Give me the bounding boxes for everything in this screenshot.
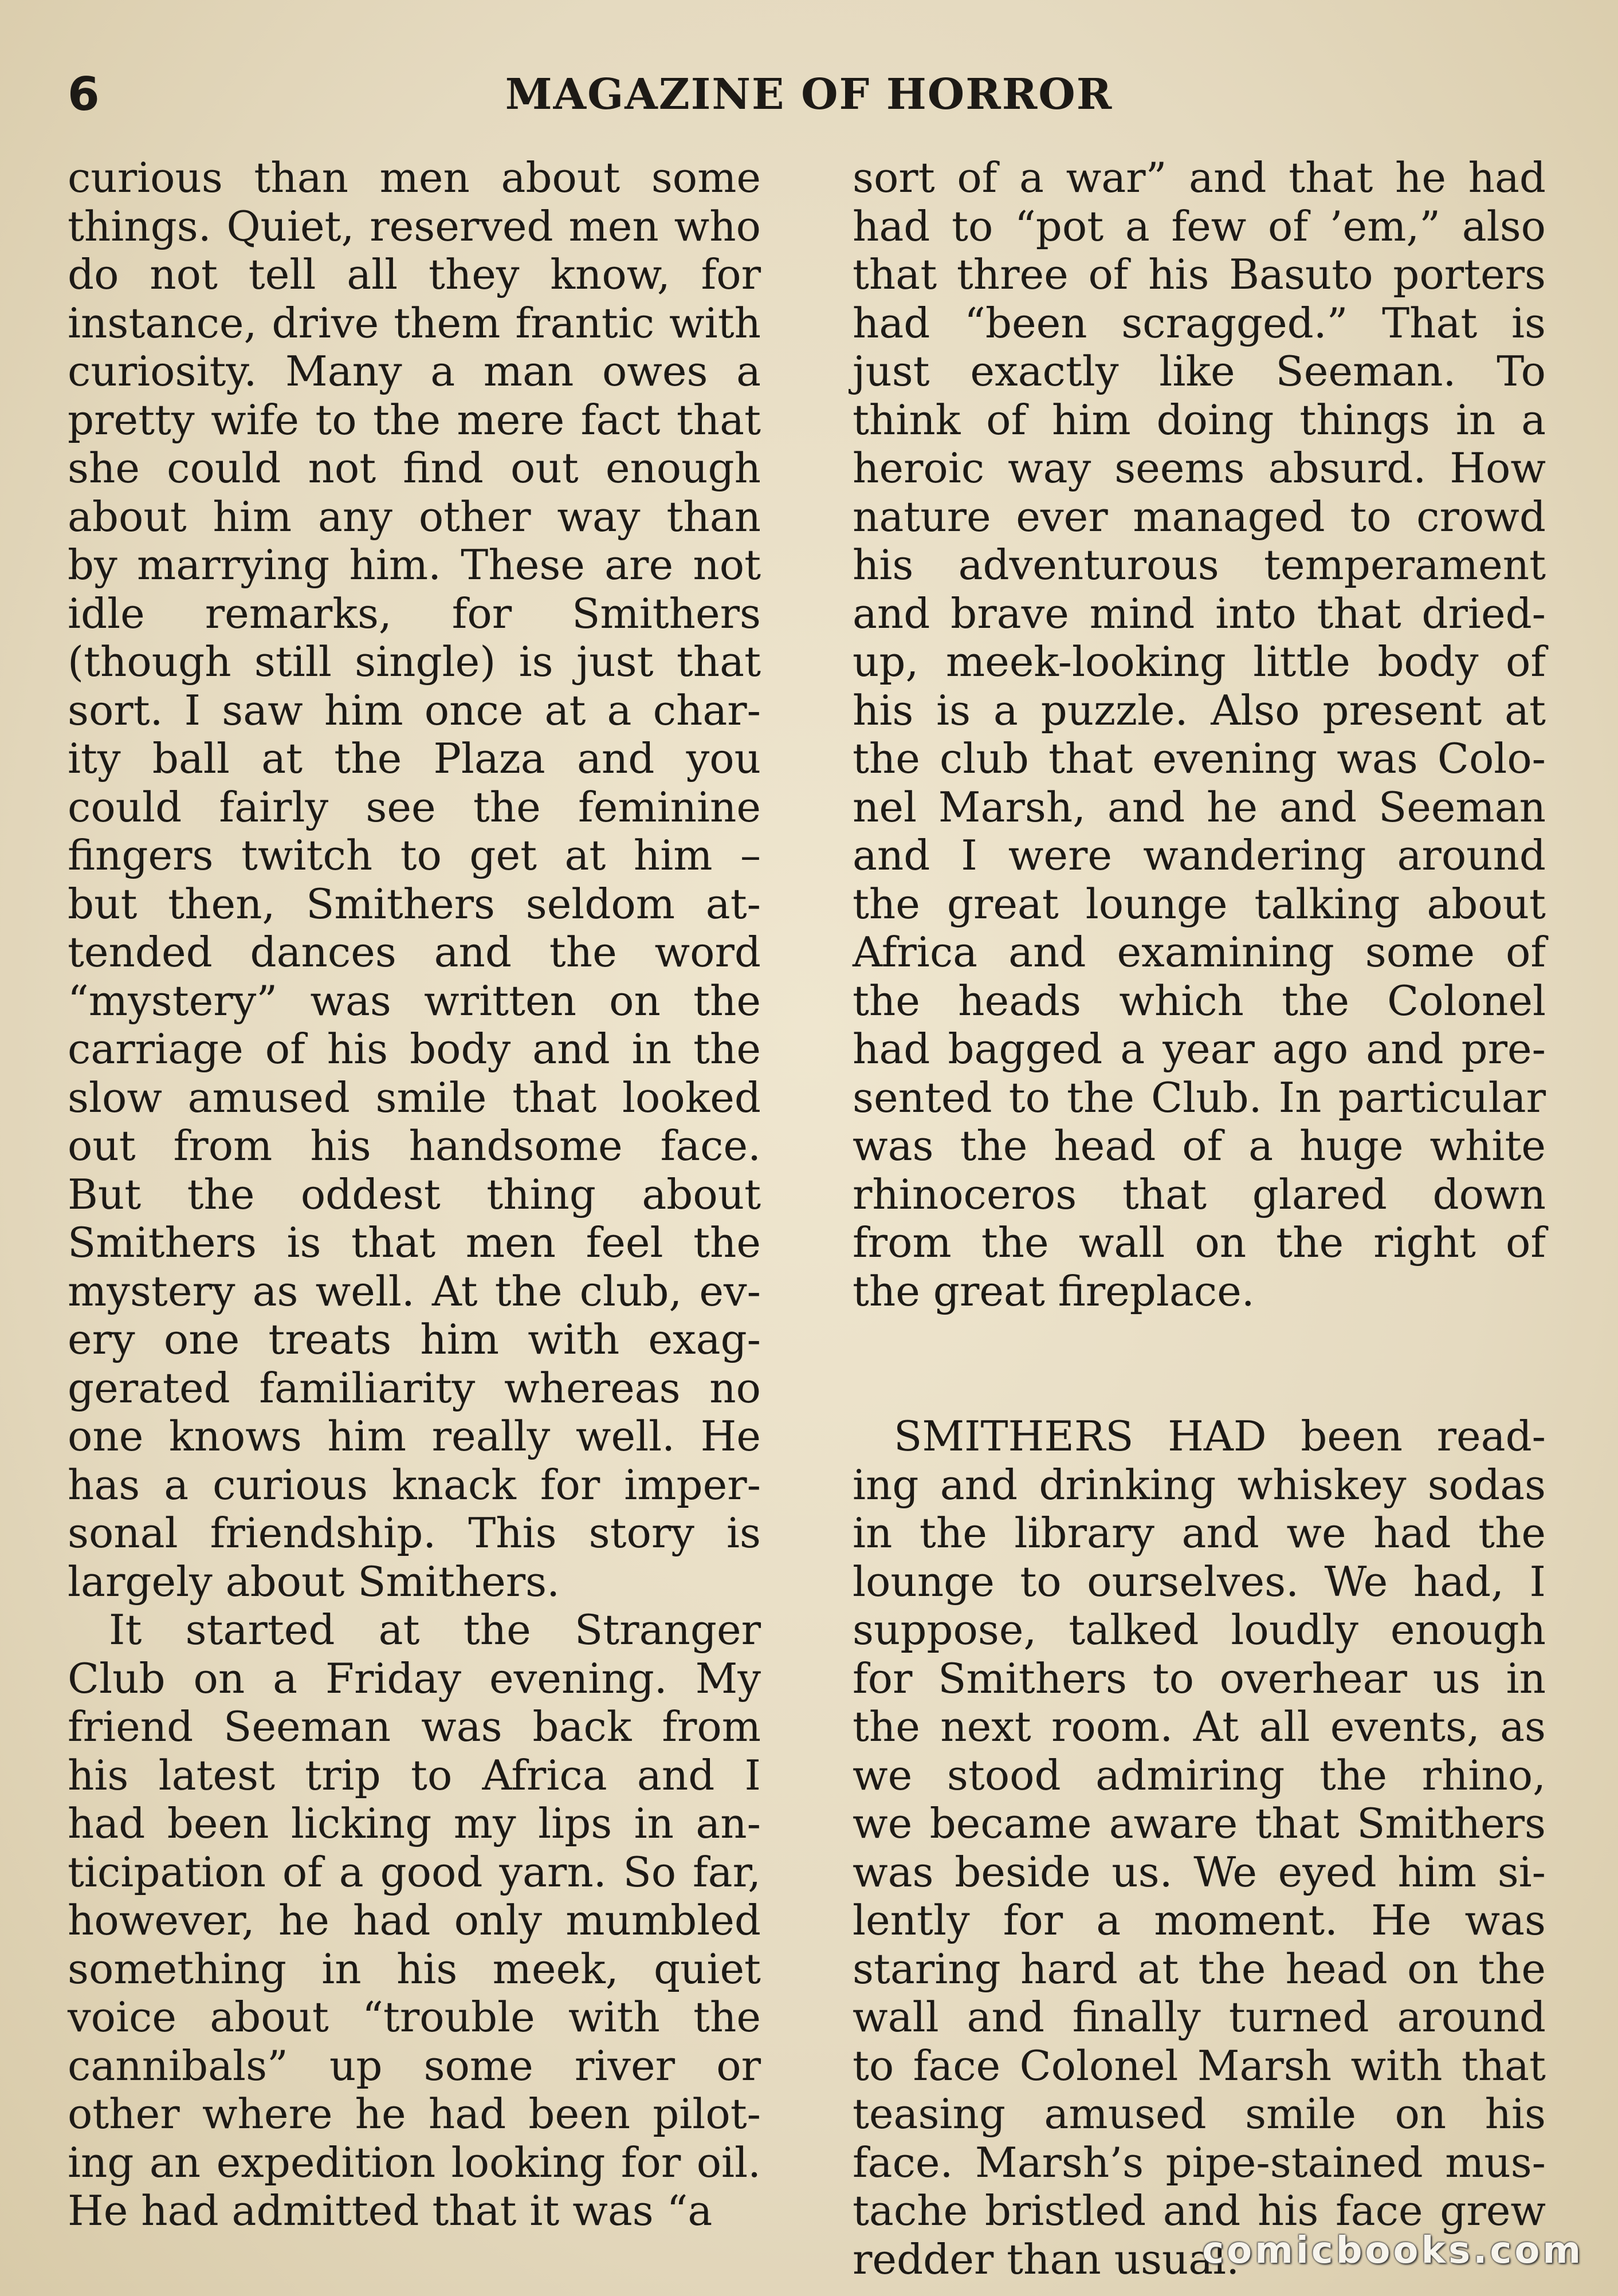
text-line: voice about “trouble with the	[68, 1993, 761, 2041]
text-line: the great fireplace.	[853, 1267, 1255, 1315]
text-line: lently for a moment. He was	[853, 1896, 1546, 1944]
text-line: was the head of a huge white	[853, 1122, 1546, 1170]
text-line: had bagged a year ago and pre-	[853, 1025, 1546, 1073]
text-line: sort. I saw him once at a char-	[68, 686, 761, 734]
text-line: ticipation of a good yarn. So far,	[68, 1847, 761, 1896]
text-line: think of him doing things in a	[853, 395, 1546, 444]
text-line: teasing amused smile on his	[853, 2090, 1546, 2138]
text-line: (though still single) is just that	[68, 638, 761, 686]
text-line: He had admitted that it was “a	[68, 2187, 713, 2235]
text-line: Smithers is that men feel the	[68, 1218, 761, 1267]
text-line: and brave mind into that dried-	[853, 589, 1546, 638]
text-line: pretty wife to the mere fact that	[68, 395, 761, 444]
text-line: rhinoceros that glared down	[853, 1170, 1546, 1218]
text-line: largely about Smithers.	[68, 1557, 560, 1606]
text-line: ity ball at the Plaza and you	[68, 734, 761, 783]
text-line: Club on a Friday evening. My	[68, 1654, 761, 1703]
text-line: something in his meek, quiet	[68, 1944, 761, 1993]
text-line: mystery as well. At the club, ev-	[68, 1267, 761, 1315]
text-line: sented to the Club. In particular	[853, 1073, 1546, 1122]
text-line: we became aware that Smithers	[853, 1799, 1546, 1847]
text-line: out from his handsome face.	[68, 1122, 761, 1170]
text-line: heroic way seems absurd. How	[853, 444, 1546, 492]
text-line: nel Marsh, and he and Seeman	[853, 783, 1546, 831]
text-line: things. Quiet, reserved men who	[68, 202, 761, 250]
right-column	[853, 154, 1546, 2283]
text-line: wall and finally turned around	[853, 1993, 1546, 2041]
text-line: idle remarks, for Smithers	[68, 589, 761, 638]
right-paragraph-2	[853, 1412, 1546, 2283]
text-line: but then, Smithers seldom at-	[68, 879, 761, 928]
text-line: the great lounge talking about	[853, 879, 1546, 928]
text-line: curiosity. Many a man owes a	[68, 347, 761, 395]
text-line: for Smithers to overhear us in	[853, 1654, 1546, 1703]
text-line: ery one treats him with exag-	[68, 1315, 761, 1363]
text-line: suppose, talked loudly enough	[853, 1606, 1546, 1654]
text-line: cannibals” up some river or	[68, 2041, 761, 2090]
text-line: tache bristled and his face grew	[853, 2187, 1546, 2235]
text-line: was beside us. We eyed him si-	[853, 1847, 1546, 1896]
text-line: fingers twitch to get at him –	[68, 831, 761, 879]
text-line: face. Marsh’s pipe-stained mus-	[853, 2138, 1546, 2187]
text-line: we stood admiring the rhino,	[853, 1751, 1546, 1799]
text-line: the heads which the Colonel	[853, 976, 1546, 1025]
text-line: had “been scragged.” That is	[853, 298, 1546, 347]
text-line: had to “pot a few of ’em,” also	[853, 202, 1546, 250]
text-line: staring hard at the head on the	[853, 1944, 1546, 1993]
text-line: other where he had been pilot-	[68, 2090, 761, 2138]
text-line: “mystery” was written on the	[68, 976, 761, 1025]
text-line: carriage of his body and in the	[68, 1025, 761, 1073]
text-line: nature ever managed to crowd	[853, 492, 1546, 541]
text-line: friend Seeman was back from	[68, 1703, 761, 1751]
text-line: do not tell all they know, for	[68, 250, 761, 298]
text-line: tended dances and the word	[68, 928, 761, 976]
text-line: to face Colonel Marsh with that	[853, 2041, 1546, 2090]
text-line: redder than usual.	[853, 2235, 1240, 2283]
text-line: about him any other way than	[68, 492, 761, 541]
text-line: his is a puzzle. Also present at	[853, 686, 1546, 734]
page-number: 6	[68, 68, 100, 121]
text-line: the club that evening was Colo-	[853, 734, 1546, 783]
text-line: instance, drive them frantic with	[68, 298, 761, 347]
left-column	[68, 154, 761, 2235]
text-line: slow amused smile that looked	[68, 1073, 761, 1122]
text-line: has a curious knack for imper-	[68, 1460, 761, 1509]
text-line: could fairly see the feminine	[68, 783, 761, 831]
text-line: in the library and we had the	[853, 1509, 1546, 1557]
text-line: It started at the Stranger	[109, 1606, 761, 1654]
text-line: up, meek-looking little body of	[853, 638, 1546, 686]
text-line: she could not find out enough	[68, 444, 761, 492]
text-line: and I were wandering around	[853, 831, 1546, 879]
text-line: his adventurous temperament	[853, 541, 1546, 589]
text-line: his latest trip to Africa and I	[68, 1751, 761, 1799]
text-line: curious than men about some	[68, 154, 761, 202]
text-line: sonal friendship. This story is	[68, 1509, 761, 1557]
text-line: But the oddest thing about	[68, 1170, 761, 1218]
text-line: ing an expedition looking for oil.	[68, 2138, 761, 2187]
text-line: just exactly like Seeman. To	[853, 347, 1546, 395]
watermark-logo: comicbooks.com	[1202, 2230, 1584, 2272]
text-line: sort of a war” and that he had	[853, 154, 1546, 202]
text-line: the next room. At all events, as	[853, 1703, 1546, 1751]
page-header	[68, 63, 1550, 126]
text-line: that three of his Basuto porters	[853, 250, 1546, 298]
running-title: MAGAZINE OF HORROR	[505, 70, 1113, 119]
section-break	[853, 1315, 1546, 1412]
text-line: however, he had only mumbled	[68, 1896, 761, 1944]
text-line: had been licking my lips in an-	[68, 1799, 761, 1847]
text-line: Africa and examining some of	[853, 928, 1546, 976]
text-line: ing and drinking whiskey sodas	[853, 1460, 1546, 1509]
text-line: SMITHERS HAD been read-	[894, 1412, 1546, 1460]
text-line: by marrying him. These are not	[68, 541, 761, 589]
text-line: lounge to ourselves. We had, I	[853, 1557, 1546, 1606]
text-line: one knows him really well. He	[68, 1412, 761, 1460]
right-paragraph-1	[853, 154, 1546, 1315]
text-line: gerated familiarity whereas no	[68, 1363, 761, 1412]
text-line: from the wall on the right of	[853, 1218, 1546, 1267]
